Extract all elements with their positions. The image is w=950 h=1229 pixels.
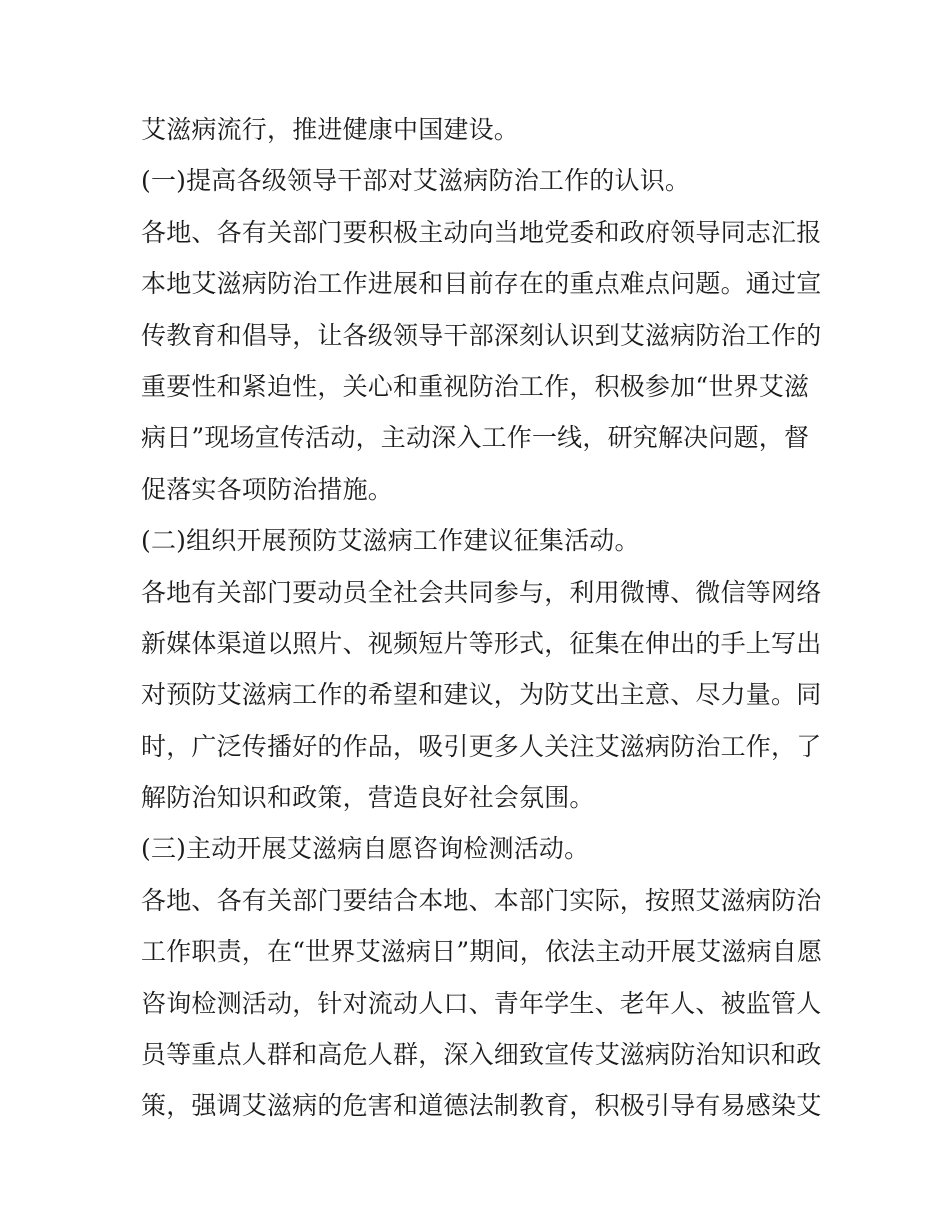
paragraph-line: 病日”现场宣传活动，主动深入工作一线，研究解决问题，督 (141, 423, 810, 453)
paragraph-line: 本地艾滋病防治工作进展和目前存在的重点难点问题。通过宣 (141, 269, 822, 299)
section-heading-3: (三)主动开展艾滋病自愿咨询检测活动。 (141, 834, 590, 864)
paragraph-line: 对预防艾滋病工作的希望和建议，为防艾出主意、尽力量。同 (141, 680, 822, 710)
paragraph-line: 新媒体渠道以照片、视频短片等形式，征集在伸出的手上写出 (141, 628, 822, 658)
paragraph-line: 时，广泛传播好的作品，吸引更多人关注艾滋病防治工作，了 (141, 731, 822, 761)
document-body (141, 104, 821, 1132)
section-heading-2: (二)组织开展预防艾滋病工作建议征集活动。 (141, 526, 640, 556)
section-heading-1: (一)提高各级领导干部对艾滋病防治工作的认识。 (141, 166, 691, 196)
paragraph-line: 各地有关部门要动员全社会共同参与，利用微博、微信等网络 (141, 577, 822, 607)
paragraph-line: 策，强调艾滋病的危害和道德法制教育，积极引导有易感染艾 (141, 1091, 822, 1121)
paragraph-line: 咨询检测活动，针对流动人口、青年学生、老年人、被监管人 (141, 988, 822, 1018)
paragraph-line: 员等重点人群和高危人群，深入细致宣传艾滋病防治知识和政 (141, 1040, 822, 1070)
paragraph-line: 各地、各有关部门要积极主动向当地党委和政府领导同志汇报 (141, 217, 822, 247)
paragraph-line: 艾滋病流行，推进健康中国建设。 (141, 115, 520, 144)
paragraph-line: 促落实各项防治措施。 (141, 474, 394, 504)
paragraph-line: 各地、各有关部门要结合本地、本部门实际，按照艾滋病防治 (141, 885, 822, 915)
paragraph-line: 重要性和紧迫性，关心和重视防治工作，积极参加“世界艾滋 (141, 371, 810, 401)
paragraph-line: 解防治知识和政策，营造良好社会氛围。 (141, 783, 595, 813)
paragraph-line: 工作职责，在“世界艾滋病日”期间，依法主动开展艾滋病自愿 (141, 937, 823, 967)
paragraph-line: 传教育和倡导，让各级领导干部深刻认识到艾滋病防治工作的 (141, 320, 822, 350)
